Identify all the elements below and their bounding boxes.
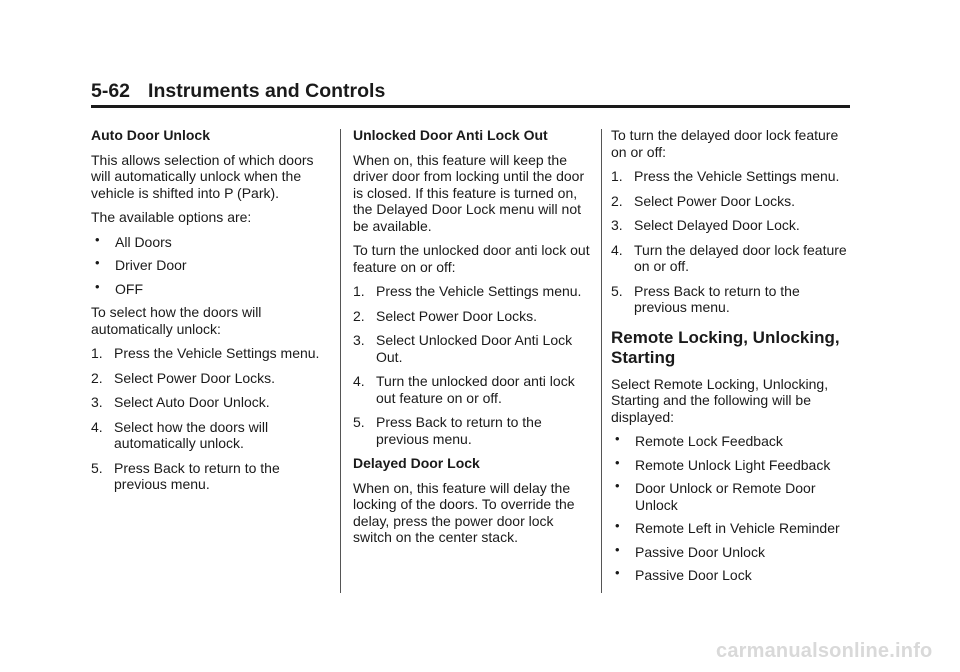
- step-text: Select Delayed Door Lock.: [634, 217, 800, 233]
- list-item-text: Passive Door Unlock: [635, 543, 765, 560]
- page-header: [91, 79, 850, 108]
- step: [353, 283, 591, 300]
- list-item-text: Remote Lock Feedback: [635, 433, 783, 449]
- step-text: Press Back to return to the previous menu.: [634, 282, 800, 315]
- paragraph: When on, this feature will delay the locking of the doors. To override the delay, press the power door lock switch on the center stack.: [353, 479, 575, 545]
- step: [91, 460, 331, 493]
- step-number: 2.: [353, 307, 365, 324]
- list-item: [91, 278, 331, 298]
- step-text: Select how the doors will automatically unlock.: [114, 418, 269, 451]
- list-item-text: OFF: [115, 280, 143, 297]
- bullet-icon: •: [95, 231, 100, 247]
- step-text: Select Unlocked Door Anti Lock Out.: [376, 332, 573, 365]
- step: [91, 394, 331, 411]
- step-text: Press Back to return to the previous menu.: [376, 414, 542, 447]
- column-divider: [601, 129, 602, 593]
- paragraph: Select Remote Locking, Unlocking, Starting and the following will be displayed:: [611, 375, 829, 425]
- column-divider: [340, 129, 341, 593]
- subheading-delayed-door-lock: Delayed Door Lock: [353, 455, 480, 471]
- list-item-text: Remote Left in Vehicle Reminder: [635, 520, 840, 536]
- step-text: Turn the delayed door lock feature on or off.: [634, 241, 847, 274]
- list-item: [611, 520, 851, 537]
- column-1: [91, 127, 331, 501]
- list-item: [611, 567, 851, 584]
- step: [91, 345, 331, 362]
- step-text: Select Power Door Locks.: [376, 307, 538, 324]
- step: [611, 217, 851, 234]
- step-text: Turn the unlocked door anti lock out feature on or off.: [376, 373, 575, 406]
- paragraph: To select how the doors will automatically unlock:: [91, 304, 262, 337]
- paragraph: When on, this feature will keep the driver door from locking until the door is closed. If this feature is turned on, the Delayed Door Lock menu will not be available.: [353, 151, 585, 234]
- list-item-text: Door Unlock or Remote Door Unlock: [635, 480, 816, 513]
- watermark: carmanualsonline.info: [716, 640, 933, 662]
- step-text: Press the Vehicle Settings menu.: [114, 345, 320, 361]
- step: [611, 168, 851, 185]
- list-item: [611, 454, 851, 474]
- step-number: 1.: [353, 283, 365, 299]
- step: [353, 332, 591, 365]
- step: [611, 283, 851, 316]
- step-number: 3.: [353, 332, 365, 348]
- step-number: 4.: [353, 373, 365, 389]
- step: [91, 370, 331, 387]
- bullet-icon: •: [615, 431, 620, 446]
- step-number: 3.: [91, 394, 103, 410]
- column-3: [611, 127, 851, 591]
- step-number: 2.: [91, 369, 103, 386]
- step-number: 5.: [91, 459, 103, 476]
- step: [353, 414, 591, 447]
- step-number: 1.: [611, 168, 623, 184]
- step-text: Press the Vehicle Settings menu.: [634, 168, 840, 184]
- step-text: Press Back to return to the previous menu.: [114, 459, 280, 492]
- step: [353, 308, 591, 325]
- page-number: 5-62: [91, 80, 131, 102]
- step-text: Select Power Door Locks.: [114, 369, 276, 386]
- section-heading-remote-locking: Remote Locking, Unlocking, Starting: [611, 327, 840, 367]
- list-item: [91, 257, 331, 274]
- list-item-text: Passive Door Lock: [635, 567, 752, 583]
- step-number: 5.: [611, 282, 623, 299]
- column-2: [353, 127, 591, 554]
- step-text: Press the Vehicle Settings menu.: [376, 283, 582, 299]
- bullet-icon: •: [615, 454, 620, 470]
- step-number: 5.: [353, 414, 365, 430]
- step: [611, 242, 851, 275]
- subheading-unlocked-door-anti-lock-out: Unlocked Door Anti Lock Out: [353, 127, 548, 143]
- step: [91, 419, 331, 452]
- list-item-text: Driver Door: [115, 257, 187, 273]
- list-item: [611, 433, 851, 450]
- step-text: Select Auto Door Unlock.: [114, 394, 270, 410]
- paragraph: To turn the unlocked door anti lock out feature on or off:: [353, 242, 590, 275]
- step-number: 4.: [611, 241, 623, 258]
- bullet-icon: •: [615, 541, 620, 557]
- list-item: [91, 231, 331, 251]
- section-title: Instruments and Controls: [148, 80, 386, 102]
- step-number: 1.: [91, 345, 103, 361]
- list-item-text: All Doors: [115, 233, 172, 250]
- bullet-icon: •: [95, 255, 100, 270]
- step: [611, 193, 851, 210]
- list-item-text: Remote Unlock Light Feedback: [635, 456, 831, 473]
- paragraph: To turn the delayed door lock feature on or off:: [611, 127, 839, 160]
- subheading-auto-door-unlock: Auto Door Unlock: [91, 127, 210, 143]
- step-number: 4.: [91, 418, 103, 435]
- step-text: Select Power Door Locks.: [634, 192, 796, 209]
- step-number: 3.: [611, 217, 623, 233]
- list-item: [611, 480, 851, 513]
- bullet-icon: •: [615, 518, 620, 533]
- paragraph: This allows selection of which doors will automatically unlock when the vehicle is shifted into P (Park).: [91, 151, 314, 201]
- bullet-icon: •: [615, 565, 620, 580]
- bullet-icon: •: [615, 478, 620, 493]
- list-item: [611, 541, 851, 561]
- bullet-icon: •: [95, 278, 100, 294]
- step-number: 2.: [611, 192, 623, 209]
- step: [353, 373, 591, 406]
- paragraph: The available options are:: [91, 209, 252, 225]
